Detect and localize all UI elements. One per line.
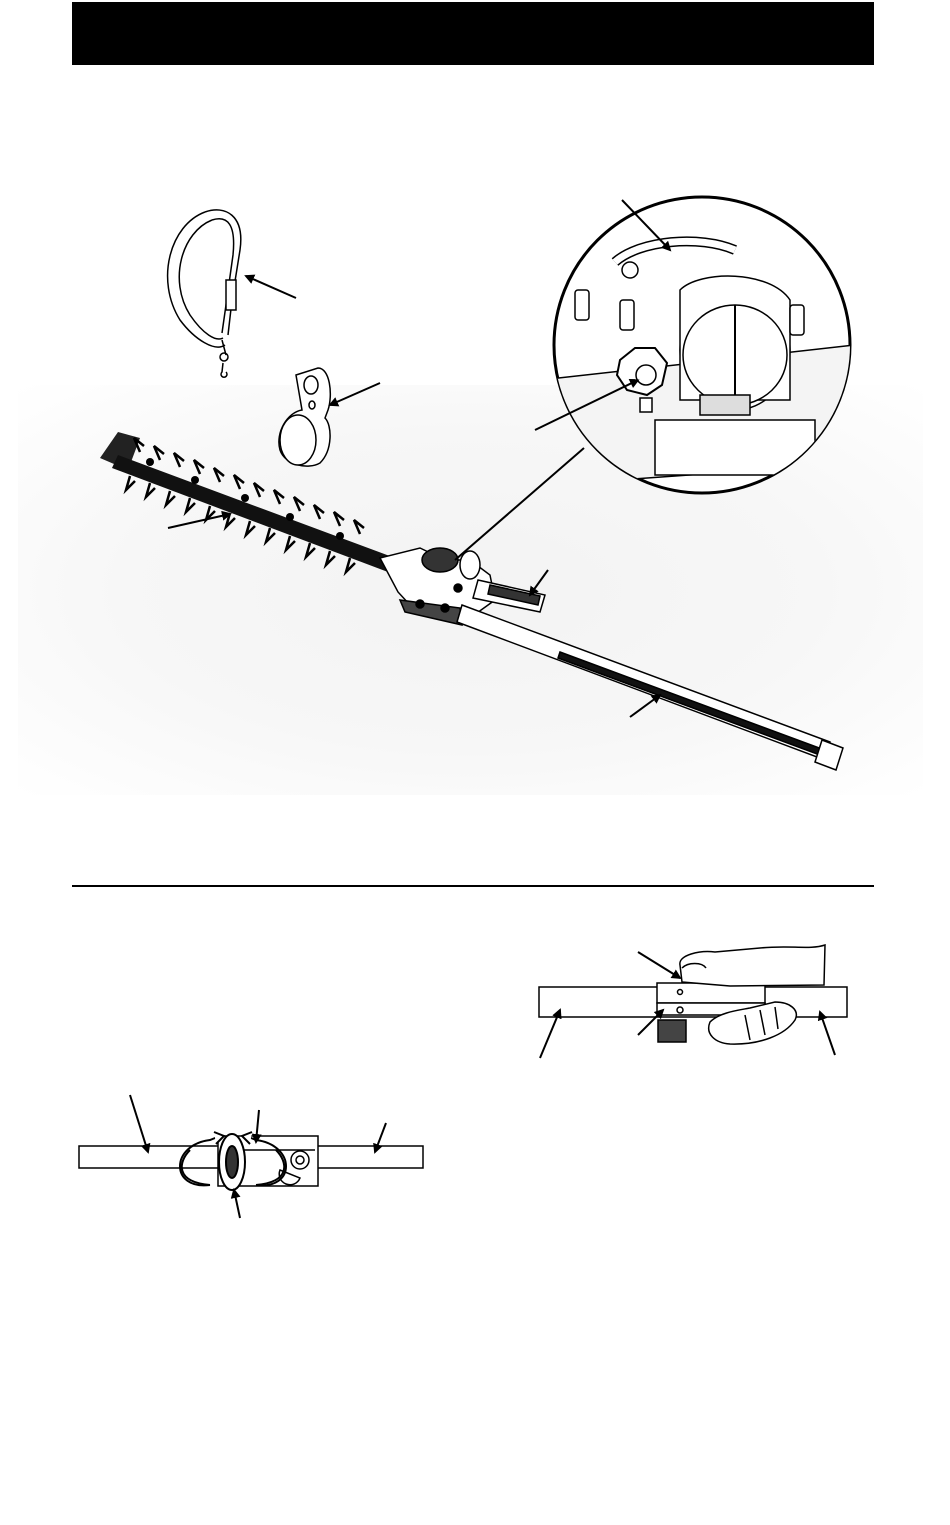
bracket-arrow — [330, 383, 380, 405]
strap-arrow — [246, 276, 296, 298]
section-divider — [72, 885, 874, 887]
shaft-arrow — [630, 695, 660, 717]
shaft — [457, 605, 843, 770]
detail-view — [540, 197, 900, 493]
left-tube-arrow — [130, 1095, 148, 1152]
blade-arrow — [168, 514, 230, 528]
detail-leader-line — [455, 448, 584, 560]
release-button-arrow — [638, 952, 680, 978]
shoulder-strap — [168, 210, 241, 377]
coupler-arrow — [530, 570, 548, 595]
cutting-blade — [100, 432, 395, 572]
hand-on-coupler — [530, 940, 860, 1070]
knob — [219, 1134, 245, 1190]
coupler-knob-rotation — [70, 1090, 440, 1230]
right-tube-arrow — [820, 1012, 835, 1055]
strap-bracket — [279, 368, 330, 466]
knob-arrow — [234, 1190, 240, 1218]
